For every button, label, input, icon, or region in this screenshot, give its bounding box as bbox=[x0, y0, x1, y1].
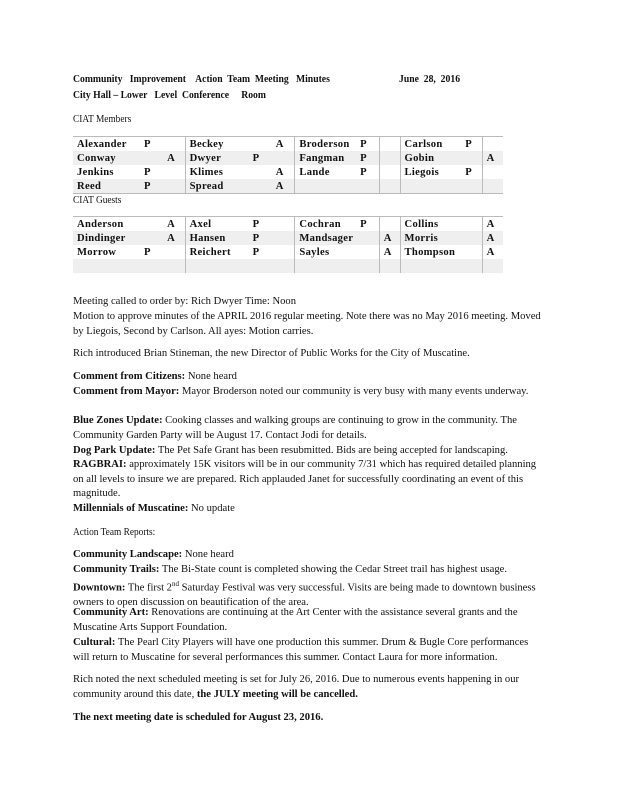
motion: Motion to approve minutes of the APRIL 2016 regular meeting. Note there was no May 2016 meeting. Moved by Liegois, Second by Carlson. All ayes: Motion carries. bbox=[73, 311, 541, 337]
member-name: Cochran bbox=[299, 218, 341, 230]
member-name: Carlson bbox=[404, 138, 443, 150]
absent-mark: A bbox=[482, 231, 503, 245]
absent-mark bbox=[272, 217, 295, 232]
member-name: Jenkins bbox=[77, 166, 114, 178]
member-name: Sayles bbox=[299, 246, 330, 258]
present-mark bbox=[249, 137, 272, 152]
meeting-location: City Hall – Lower Level Conference Room bbox=[73, 89, 266, 101]
cancel-note: the JULY meeting will be cancelled. bbox=[196, 688, 358, 700]
present-mark bbox=[140, 259, 163, 273]
absent-mark bbox=[482, 165, 503, 179]
absent-mark bbox=[163, 259, 185, 273]
present-mark bbox=[140, 231, 163, 245]
member-name: Mandsager bbox=[295, 231, 356, 245]
blue-text: Cooking classes and walking groups are continuing to grow in the community. The Community Garden Party will be August 17. Contact Jodi for details. bbox=[73, 415, 518, 441]
present-mark bbox=[461, 151, 482, 165]
absent-mark bbox=[482, 179, 503, 194]
member-name: Reed bbox=[73, 179, 140, 194]
rag-label: RAGBRAI: bbox=[73, 459, 127, 470]
trails-label: Community Trails: bbox=[73, 564, 160, 575]
present-mark: P bbox=[461, 165, 482, 179]
attendance-row bbox=[73, 165, 503, 179]
landscape bbox=[73, 548, 543, 563]
absent-mark bbox=[272, 245, 295, 259]
absent-mark: A bbox=[482, 151, 503, 165]
present-mark: P bbox=[144, 138, 151, 150]
citizens-text: None heard bbox=[185, 371, 237, 382]
member-name: Morris bbox=[400, 231, 461, 245]
members-label: CIAT Members bbox=[73, 113, 132, 125]
present-mark bbox=[140, 217, 163, 232]
citizens-label: Comment from Citizens: bbox=[73, 371, 186, 382]
present-mark: P bbox=[249, 231, 272, 245]
rag-text: approximately 15K visitors will be in our community 7/31 which has required detailed planning on all levels to insure we are prepared. Rich applauded Janet for successfully coordinating an event of this magnitude. bbox=[73, 459, 537, 500]
member-name: Alexander bbox=[77, 138, 127, 150]
land-label: Community Landscape: bbox=[73, 549, 183, 560]
trails-text: The Bi-State count is completed showing the Cedar Street trail has highest usage. bbox=[159, 564, 507, 575]
guests-label: CIAT Guests bbox=[73, 194, 122, 206]
absent-mark: A bbox=[272, 137, 295, 152]
absent-mark bbox=[379, 137, 400, 152]
member-name: Lande bbox=[299, 166, 330, 178]
member-name: Collins bbox=[404, 218, 439, 230]
reports-heading: Action Team Reports: bbox=[73, 526, 156, 538]
present-mark bbox=[356, 179, 379, 194]
present-mark: P bbox=[356, 165, 379, 179]
present-mark bbox=[249, 259, 272, 273]
art bbox=[73, 606, 543, 635]
present-mark bbox=[461, 245, 482, 259]
attendance-row bbox=[73, 179, 503, 194]
down-text-a: The first 2 bbox=[125, 582, 172, 594]
attendance-row bbox=[73, 137, 503, 152]
dog-park bbox=[73, 444, 543, 459]
present-mark: P bbox=[252, 218, 260, 230]
mayor-text: Mayor Broderson noted our community is very busy with many events underway. bbox=[179, 386, 529, 397]
attendance-row bbox=[73, 245, 503, 259]
member-name: Liegois bbox=[404, 166, 440, 178]
attendance-row bbox=[73, 217, 503, 232]
member-name: Thompson bbox=[404, 246, 456, 258]
down-text-b: Saturday Festival was very successful. Visits are being made to downtown business owners to open discussion on beautification of the area. bbox=[73, 582, 536, 609]
meeting-title: Community Improvement Action Team Meeting Minutes bbox=[73, 73, 330, 85]
member-name: Anderson bbox=[77, 218, 124, 230]
millennials bbox=[73, 502, 543, 517]
member-name bbox=[295, 179, 356, 194]
absent-mark: A bbox=[486, 246, 495, 258]
present-mark bbox=[140, 151, 163, 165]
present-mark bbox=[249, 179, 272, 194]
absent-mark bbox=[163, 179, 185, 194]
present-mark bbox=[461, 231, 482, 245]
attendance-row bbox=[73, 151, 503, 165]
land-text: None heard bbox=[182, 549, 234, 560]
absent-mark bbox=[163, 165, 185, 179]
cult-label: Cultural: bbox=[73, 637, 116, 648]
member-name: Morrow bbox=[77, 246, 117, 258]
present-mark: P bbox=[140, 179, 163, 194]
ragbrai bbox=[73, 458, 543, 502]
call-to-order: Meeting called to order by: Rich Dwyer Time: Noon bbox=[73, 296, 297, 307]
dog-text: The Pet Safe Grant has been resubmitted. Bids are being accepted for landscaping. bbox=[155, 445, 508, 456]
cult-text: The Pearl City Players will have one production this summer. Drum & Bugle Core performances will return to Muscatine for several performances this summer. Contact Laura for more information. bbox=[73, 637, 529, 663]
absent-mark bbox=[379, 165, 400, 179]
member-name bbox=[400, 179, 461, 194]
present-mark: P bbox=[356, 137, 379, 152]
absent-mark: A bbox=[163, 231, 185, 245]
absent-mark: A bbox=[379, 231, 400, 245]
absent-mark: A bbox=[163, 151, 185, 165]
member-name bbox=[295, 259, 356, 273]
mayor-comment bbox=[73, 385, 543, 400]
member-name: Reichert bbox=[189, 246, 231, 258]
member-name: Conway bbox=[73, 151, 140, 165]
present-mark bbox=[461, 217, 482, 232]
absent-mark bbox=[379, 151, 400, 165]
absent-mark bbox=[163, 245, 185, 259]
absent-mark: A bbox=[486, 218, 495, 230]
meeting-date: June 28, 2016 bbox=[399, 73, 461, 85]
guests-table bbox=[73, 216, 503, 273]
members-table bbox=[73, 136, 503, 194]
member-name: Fangman bbox=[295, 151, 356, 165]
blue-zones bbox=[73, 414, 543, 443]
final-note: The next meeting date is scheduled for August 23, 2016. bbox=[73, 712, 324, 723]
art-label: Community Art: bbox=[73, 607, 149, 618]
member-name: Dindinger bbox=[73, 231, 140, 245]
mill-label: Millennials of Muscatine: bbox=[73, 503, 189, 514]
cultural bbox=[73, 636, 543, 665]
absent-mark bbox=[379, 217, 400, 232]
dog-label: Dog Park Update: bbox=[73, 445, 156, 456]
present-mark: P bbox=[144, 246, 151, 258]
member-name bbox=[400, 259, 461, 273]
member-name: Broderson bbox=[299, 138, 350, 150]
member-name: Dwyer bbox=[185, 151, 249, 165]
attendance-row bbox=[73, 259, 503, 273]
art-text: Renovations are continuing at the Art Center with the assistance several grants and the Muscatine Arts Support Foundation. bbox=[73, 607, 518, 633]
absent-mark bbox=[163, 137, 185, 152]
present-mark bbox=[356, 245, 379, 259]
present-mark: P bbox=[252, 246, 260, 258]
present-mark: P bbox=[356, 151, 379, 165]
next-text: Rich noted the next scheduled meeting is set for July 26, 2016. Due to numerous events happening in our community around this date, bbox=[73, 674, 520, 700]
present-mark: P bbox=[144, 166, 151, 178]
present-mark bbox=[249, 165, 272, 179]
present-mark bbox=[461, 259, 482, 273]
absent-mark: A bbox=[272, 179, 295, 194]
member-name: Hansen bbox=[185, 231, 249, 245]
present-mark bbox=[461, 179, 482, 194]
next-meeting-note bbox=[73, 673, 543, 702]
member-name: Klimes bbox=[189, 166, 224, 178]
absent-mark bbox=[272, 231, 295, 245]
trails bbox=[73, 563, 543, 578]
absent-mark: A bbox=[272, 165, 295, 179]
member-name bbox=[73, 259, 140, 273]
mayor-label: Comment from Mayor: bbox=[73, 386, 180, 397]
absent-mark bbox=[379, 179, 400, 194]
present-mark: P bbox=[461, 137, 482, 152]
absent-mark bbox=[272, 151, 295, 165]
absent-mark bbox=[272, 259, 295, 273]
present-mark: P bbox=[356, 217, 379, 232]
present-mark bbox=[356, 231, 379, 245]
mill-text: No update bbox=[188, 503, 235, 514]
down-label: Downtown: bbox=[73, 582, 126, 594]
absent-mark bbox=[379, 259, 400, 273]
attendance-row bbox=[73, 231, 503, 245]
present-mark: P bbox=[249, 151, 272, 165]
absent-mark bbox=[482, 259, 503, 273]
member-name: Gobin bbox=[400, 151, 461, 165]
present-mark bbox=[356, 259, 379, 273]
absent-mark bbox=[482, 137, 503, 152]
introduction: Rich introduced Brian Stineman, the new Director of Public Works for the City of Muscatine. bbox=[73, 348, 470, 359]
member-name: Spread bbox=[185, 179, 249, 194]
member-name: Beckey bbox=[189, 138, 224, 150]
member-name: Axel bbox=[189, 218, 212, 230]
absent-mark: A bbox=[163, 217, 185, 232]
down-sup: nd bbox=[171, 580, 179, 588]
blue-label: Blue Zones Update: bbox=[73, 415, 163, 426]
citizens-comment bbox=[73, 370, 543, 385]
member-name bbox=[185, 259, 249, 273]
absent-mark: A bbox=[379, 245, 400, 259]
